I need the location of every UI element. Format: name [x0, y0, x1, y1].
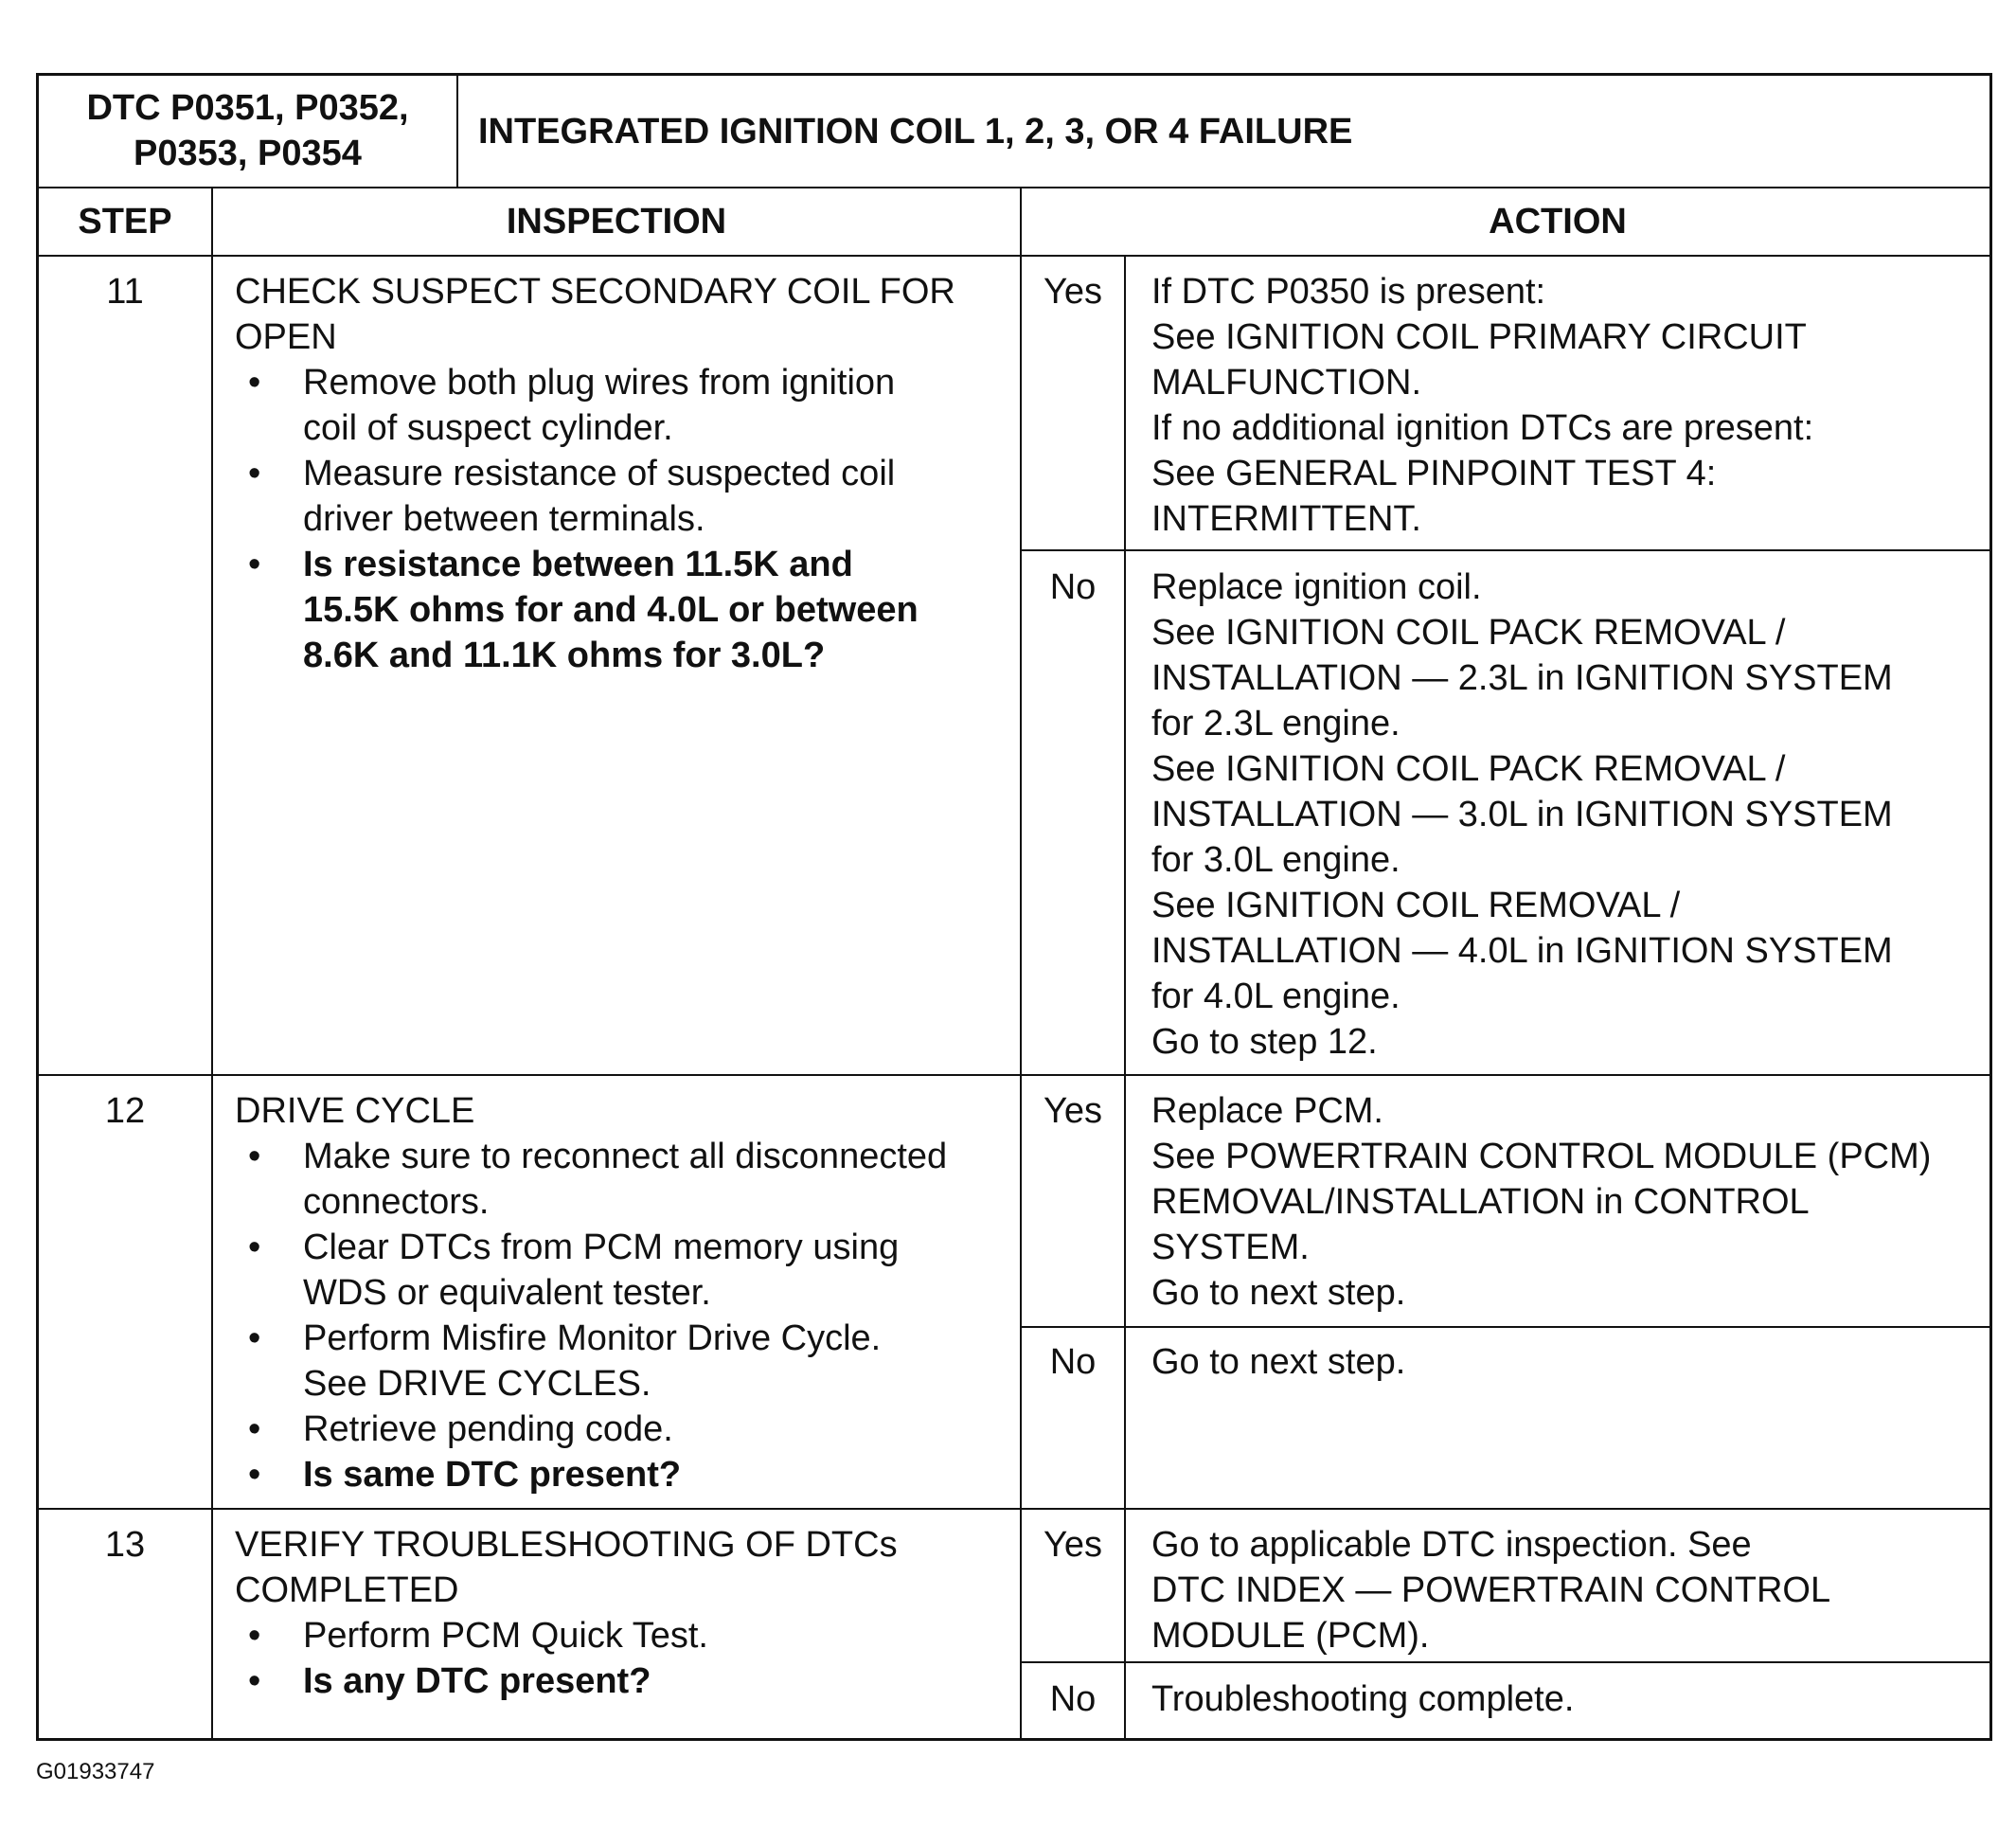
- header-vertical-divider: [456, 76, 458, 188]
- inspection-bullet: [235, 1134, 1016, 1225]
- bullet-line: connectors.: [303, 1182, 490, 1222]
- inspection-title-line: DRIVE CYCLE: [235, 1091, 475, 1131]
- bullet-line: • Remove both plug wires from ignition: [303, 363, 896, 403]
- header-divider: [39, 187, 1989, 188]
- yes-no-column-divider: [1124, 255, 1126, 1738]
- no-action: [1151, 1339, 1985, 1385]
- inspection-title-line: OPEN: [235, 317, 337, 357]
- action-line: INSTALLATION — 2.3L in IGNITION SYSTEM: [1151, 658, 1893, 698]
- inspection-bullet: [235, 1225, 1016, 1316]
- inspection-column-divider: [1020, 187, 1022, 1738]
- yes-action: [1151, 1522, 1985, 1658]
- inspection-title-line: VERIFY TROUBLESHOOTING OF DTCs: [235, 1525, 898, 1565]
- dtc-codes-line-2: P0353, P0354: [134, 134, 362, 173]
- action-line: Go to applicable DTC inspection. See: [1151, 1525, 1752, 1565]
- no-label: No: [1049, 567, 1097, 607]
- question-line: 15.5K ohms for and 4.0L or between: [303, 590, 919, 630]
- action-line: DTC INDEX — POWERTRAIN CONTROL: [1151, 1570, 1831, 1610]
- action-line: for 3.0L engine.: [1151, 840, 1400, 880]
- action-line: REMOVAL/INSTALLATION in CONTROL: [1151, 1182, 1810, 1222]
- action-line: See POWERTRAIN CONTROL MODULE (PCM): [1151, 1137, 1932, 1176]
- column-header-divider: [39, 255, 1989, 257]
- bullet-line: driver between terminals.: [303, 499, 705, 539]
- inspection-question: [235, 1452, 1016, 1497]
- column-header-step: STEP: [78, 202, 172, 242]
- yes-no-divider-13: [1020, 1661, 1989, 1663]
- inspection-cell: [235, 1522, 1016, 1704]
- inspection-bullet: [235, 360, 1016, 451]
- action-line: INSTALLATION — 3.0L in IGNITION SYSTEM: [1151, 795, 1893, 834]
- bullet-line: • Make sure to reconnect all disconnected: [303, 1137, 948, 1176]
- row-divider-11-12: [39, 1074, 1989, 1076]
- action-line: See IGNITION COIL REMOVAL /: [1151, 886, 1681, 925]
- inspection-bullet-list: [235, 360, 1016, 678]
- figure-id: G01933747: [36, 1759, 155, 1784]
- action-line: See IGNITION COIL PACK REMOVAL /: [1151, 613, 1786, 653]
- action-line: Go to next step.: [1151, 1342, 1406, 1382]
- inspection-title-line: CHECK SUSPECT SECONDARY COIL FOR: [235, 272, 955, 312]
- action-line: See IGNITION COIL PRIMARY CIRCUIT: [1151, 317, 1807, 357]
- no-action: [1151, 565, 1985, 1065]
- yes-label: Yes: [1044, 272, 1102, 312]
- action-line: Replace PCM.: [1151, 1091, 1383, 1131]
- inspection-bullet: [235, 1613, 1016, 1658]
- action-line: for 4.0L engine.: [1151, 977, 1400, 1016]
- no-label: No: [1049, 1679, 1097, 1719]
- action-line: MODULE (PCM).: [1151, 1616, 1430, 1656]
- bullet-line: • Measure resistance of suspected coil: [303, 454, 896, 493]
- yes-label: Yes: [1044, 1091, 1102, 1131]
- action-line: INSTALLATION — 4.0L in IGNITION SYSTEM: [1151, 931, 1893, 971]
- action-line: Troubleshooting complete.: [1151, 1679, 1575, 1719]
- bullet-line: • Clear DTCs from PCM memory using: [303, 1228, 900, 1267]
- yes-no-divider-11: [1020, 549, 1989, 551]
- action-line: for 2.3L engine.: [1151, 704, 1400, 744]
- inspection-bullet-list: [235, 1613, 1016, 1704]
- action-line: Go to next step.: [1151, 1273, 1406, 1313]
- step-number: 11: [106, 272, 144, 312]
- dtc-codes: [39, 85, 456, 176]
- bullet-line: • Perform Misfire Monitor Drive Cycle.: [303, 1318, 882, 1358]
- question-line: 8.6K and 11.1K ohms for 3.0L?: [303, 636, 826, 675]
- no-label: No: [1049, 1342, 1097, 1382]
- inspection-bullet: [235, 451, 1016, 542]
- action-line: INTERMITTENT.: [1151, 499, 1421, 539]
- inspection-bullet-list: [235, 1134, 1016, 1497]
- yes-no-divider-12: [1020, 1326, 1989, 1328]
- bullet-line: See DRIVE CYCLES.: [303, 1364, 651, 1404]
- bullet-line: coil of suspect cylinder.: [303, 408, 673, 448]
- column-header-inspection: INSPECTION: [506, 202, 727, 242]
- action-line: Go to step 12.: [1151, 1022, 1378, 1062]
- dtc-table: [36, 73, 1992, 1741]
- action-line: See IGNITION COIL PACK REMOVAL /: [1151, 749, 1786, 789]
- yes-label: Yes: [1044, 1525, 1102, 1565]
- action-line: SYSTEM.: [1151, 1228, 1310, 1267]
- question-line: • Is resistance between 11.5K and: [303, 545, 853, 584]
- page-title: INTEGRATED IGNITION COIL 1, 2, 3, OR 4 FAILURE: [478, 112, 1353, 152]
- inspection-bullet: [235, 1407, 1016, 1452]
- row-divider-12-13: [39, 1508, 1989, 1510]
- inspection-cell: [235, 269, 1016, 678]
- action-line: If DTC P0350 is present:: [1151, 272, 1546, 312]
- step-number: 12: [104, 1091, 146, 1131]
- inspection-cell: [235, 1088, 1016, 1497]
- dtc-codes-line-1: DTC P0351, P0352,: [86, 88, 409, 128]
- question-line: • Is any DTC present?: [303, 1661, 651, 1701]
- no-action: [1151, 1676, 1985, 1722]
- action-line: If no additional ignition DTCs are present:: [1151, 408, 1814, 448]
- action-line: See GENERAL PINPOINT TEST 4:: [1151, 454, 1717, 493]
- yes-action: [1151, 1088, 1985, 1316]
- inspection-bullet: [235, 1316, 1016, 1407]
- step-column-divider: [211, 187, 213, 1738]
- action-line: Replace ignition coil.: [1151, 567, 1482, 607]
- inspection-title-line: COMPLETED: [235, 1570, 459, 1610]
- question-line: • Is same DTC present?: [303, 1455, 682, 1495]
- action-line: MALFUNCTION.: [1151, 363, 1421, 403]
- inspection-question: [235, 542, 1016, 678]
- step-number: 13: [104, 1525, 146, 1565]
- bullet-line: • Retrieve pending code.: [303, 1409, 673, 1449]
- inspection-question: [235, 1658, 1016, 1704]
- yes-action: [1151, 269, 1985, 542]
- column-header-action: ACTION: [1489, 202, 1627, 242]
- bullet-line: WDS or equivalent tester.: [303, 1273, 711, 1313]
- bullet-line: • Perform PCM Quick Test.: [303, 1616, 708, 1656]
